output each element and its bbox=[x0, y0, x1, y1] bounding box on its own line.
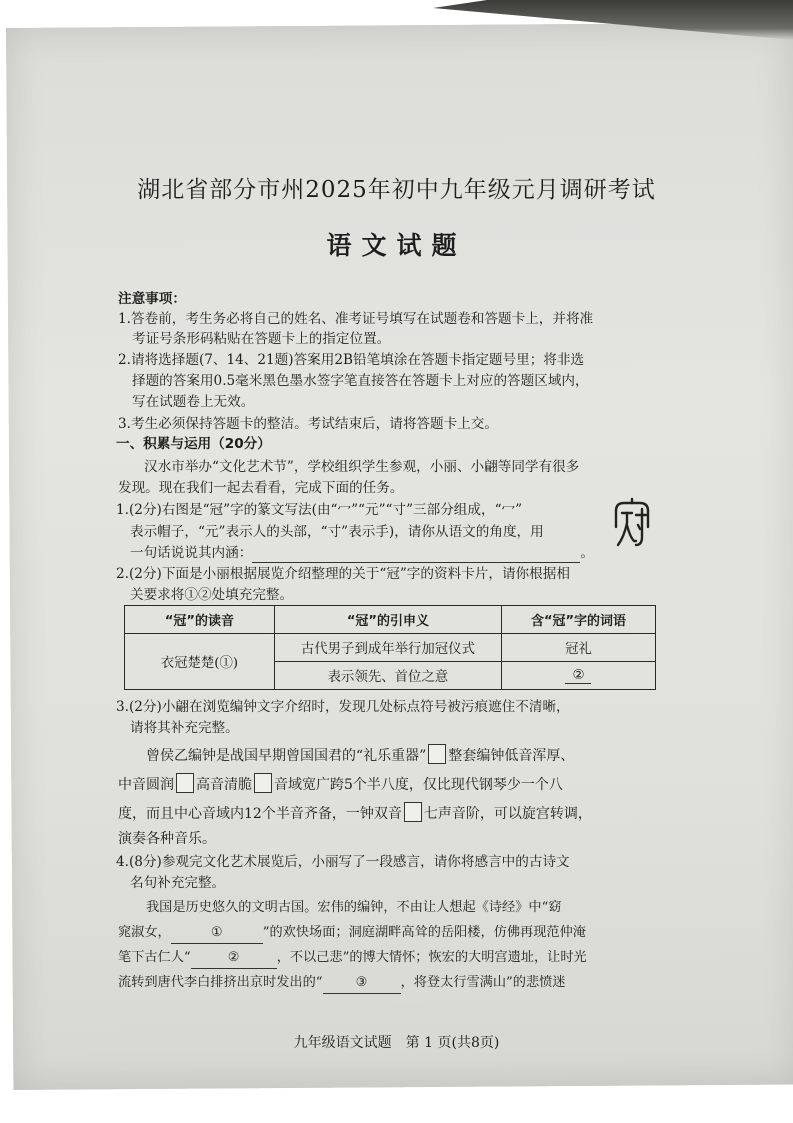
table-cell-pronunciation[interactable]: 衣冠楚楚(①) bbox=[125, 634, 275, 690]
q3-passage-line-2 bbox=[118, 773, 563, 795]
q3-passage-2c: 音域宽广跨5个半八度，仅比现代钢琴少一个八 bbox=[274, 777, 563, 793]
notice-item-1-line-2: 考证号条形码粘贴在答题卡上的指定位置。 bbox=[132, 331, 391, 347]
table-header-words: 含“冠”字的词语 bbox=[501, 606, 655, 634]
q3-passage-1b: 整套编钟低音浑厚、 bbox=[448, 748, 575, 764]
q4-line-1: 4.(8分)参观完文化艺术展览后，小丽写了一段感言，请你将感言中的古诗文 bbox=[116, 854, 570, 870]
q3-passage-line-3 bbox=[118, 802, 592, 824]
punct-box-4[interactable] bbox=[404, 802, 422, 822]
table-cell-word-1: 冠礼 bbox=[501, 634, 655, 662]
q4-passage-3b: ，不以己悲”的博大情怀；恢宏的大明宫遗址，让时光 bbox=[276, 950, 587, 965]
q4-passage-line-4 bbox=[118, 973, 566, 994]
q4-blank-1[interactable]: ① bbox=[171, 923, 263, 944]
notice-heading: 注意事项： bbox=[118, 291, 186, 307]
q3-passage-2b: 高音清脆 bbox=[196, 777, 252, 793]
q3-passage-line-4: 演奏各种音乐。 bbox=[118, 831, 216, 847]
notice-item-2-line-3: 写在试题卷上无效。 bbox=[132, 394, 255, 410]
q3-line-1: 3.(2分)小翩在浏览编钟文字介绍时，发现几处标点符号被污痕遮住不清晰， bbox=[116, 699, 570, 715]
q3-passage-2a: 中音圆润 bbox=[118, 777, 174, 793]
q1-line-1: 1.(2分)右图是“冠”字的篆文写法(由“冖”“元”“寸”三部分组成，“冖” bbox=[116, 502, 523, 518]
notice-item-2-line-2: 择题的答案用0.5毫米黑色墨水签字笔直接答在答题卡上对应的答题区域内， bbox=[132, 373, 589, 389]
q4-passage-line-1: 我国是历史悠久的文明古国。宏伟的编钟，不由让人想起《诗经》中“窈 bbox=[146, 900, 562, 915]
q4-passage-4a: 流转到唐代李白排挤出京时发出的“ bbox=[118, 975, 323, 990]
q4-line-2: 名句补充完整。 bbox=[130, 875, 226, 891]
section-1-heading: 一、积累与运用（20分） bbox=[116, 436, 271, 452]
q2-blank-2-label: ② bbox=[565, 668, 591, 684]
q4-blank-2[interactable]: ② bbox=[191, 948, 277, 969]
notice-item-2-line-1: 2.请将选择题(7、14、21题)答案用2B铅笔填涂在答题卡指定题号里；将非选 bbox=[118, 352, 585, 368]
q4-passage-line-3 bbox=[118, 948, 587, 969]
q1-answer-blank[interactable] bbox=[252, 546, 580, 563]
q1-prompt: 一句话说说其内涵： bbox=[130, 545, 253, 561]
seal-script-guan-icon bbox=[612, 497, 652, 549]
q2-line-1: 2.(2分)下面是小丽根据展览介绍整理的关于“冠”字的资料卡片，请你根据相 bbox=[116, 566, 570, 582]
q3-passage-3a: 度，而且中心音域内12个半音齐备，一钟双音 bbox=[118, 806, 402, 822]
notice-item-1-line-1: 1.答卷前，考生务必将自己的姓名、准考证号填写在试题卷和答题卡上，并将准 bbox=[118, 311, 594, 327]
q1-line-2: 表示帽子，“元”表示人的头部，“寸”表示手)，请你从语文的角度，用 bbox=[130, 524, 544, 540]
guan-info-card-table bbox=[124, 605, 656, 690]
table-cell-meaning-1: 古代男子到成年举行加冠仪式 bbox=[274, 634, 501, 662]
q4-passage-2b: ”的欢快场面；洞庭湖畔高耸的岳阳楼，仿佛再现范仲淹 bbox=[262, 925, 586, 940]
section-1-intro-line-1: 汉水市举办“文化艺术节”，学校组织学生参观，小丽、小翩等同学有很多 bbox=[144, 459, 580, 475]
q4-passage-2a: 窕淑女， bbox=[118, 925, 171, 940]
table-header-pronunciation: “冠”的读音 bbox=[125, 606, 275, 634]
q4-passage-3a: 笔下古仁人“ bbox=[118, 950, 191, 965]
punct-box-3[interactable] bbox=[254, 773, 272, 793]
q1-line-3 bbox=[130, 543, 594, 563]
table-header-meaning: “冠”的引申义 bbox=[274, 606, 501, 634]
section-1-intro-line-2: 发现。现在我们一起去看看，完成下面的任务。 bbox=[118, 480, 404, 496]
punct-box-2[interactable] bbox=[176, 773, 194, 793]
q4-passage-4b: ，将登太行雪满山”的悲愤迷 bbox=[400, 975, 566, 990]
q3-line-2: 请将其补充完整。 bbox=[130, 720, 239, 736]
q3-passage-line-1 bbox=[146, 744, 574, 766]
q3-passage-3b: 七声音阶，可以旋宫转调， bbox=[423, 806, 592, 822]
exam-title: 湖北省部分市州2025年初中九年级元月调研考试 bbox=[137, 177, 656, 203]
subject-title: 语文试题 bbox=[326, 231, 467, 260]
table-cell-word-2[interactable] bbox=[501, 662, 655, 690]
punct-box-1[interactable] bbox=[428, 744, 446, 764]
q4-passage-line-2 bbox=[118, 923, 586, 944]
q4-blank-3[interactable]: ③ bbox=[323, 973, 401, 994]
table-cell-meaning-2: 表示领先、首位之意 bbox=[274, 662, 501, 690]
q1-period: 。 bbox=[580, 545, 594, 561]
notice-item-3: 3.考生必须保持答题卡的整洁。考试结束后，请将答题卡上交。 bbox=[118, 416, 498, 432]
q3-passage-1a: 曾侯乙编钟是战国早期曾国国君的“礼乐重器” bbox=[146, 748, 427, 764]
q2-line-2: 关要求将①②处填充完整。 bbox=[130, 587, 294, 603]
page-footer: 九年级语文试题 第 1 页(共8页) bbox=[293, 1035, 500, 1051]
